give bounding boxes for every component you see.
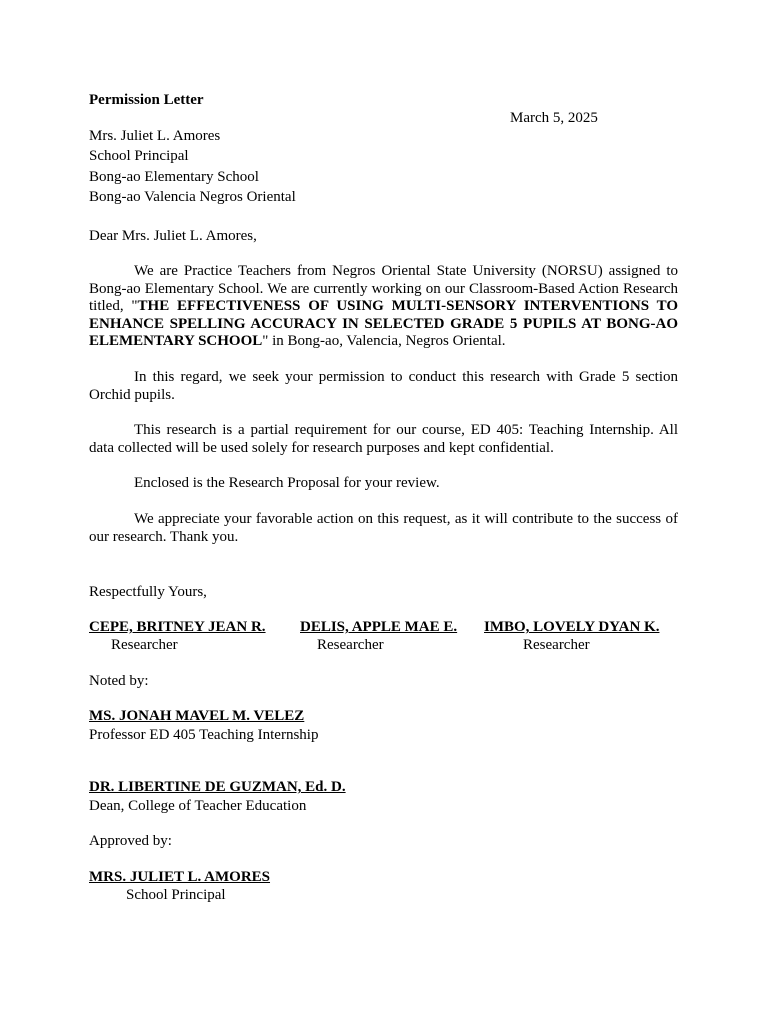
- approver-name: MRS. JULIET L. AMORES: [89, 869, 271, 885]
- approved-by-label: Approved by:: [89, 833, 172, 849]
- body-paragraph-2: In this regard, we seek your permission to conduct this research with Grade 5 section Orchid pupils.: [89, 369, 678, 403]
- researcher-role-1: Researcher: [111, 637, 178, 653]
- body-paragraph-1-intro: We are Practice Teachers from Negros Oriental State University (NORSU) assigned to Bong-ao Elementary School. We are currently working on our Classroom-Based Action Research titled, ": [89, 263, 678, 314]
- body-paragraph-1-outro: " in Bong-ao, Valencia, Negros Oriental.: [262, 333, 506, 349]
- researcher-name-2: DELIS, APPLE MAE E.: [300, 619, 458, 635]
- noted-by-label: Noted by:: [89, 673, 149, 689]
- noter-name-1: MS. JONAH MAVEL M. VELEZ: [89, 708, 305, 724]
- body-paragraph-1: [89, 263, 678, 351]
- letter-date: March 5, 2025: [510, 110, 598, 126]
- researcher-name-3: IMBO, LOVELY DYAN K.: [484, 619, 660, 635]
- researcher-name-1: CEPE, BRITNEY JEAN R.: [89, 619, 266, 635]
- research-title: THE EFFECTIVENESS OF USING MULTI-SENSORY INTERVENTIONS TO ENHANCE SPELLING ACCURACY IN SELECTED GRADE 5 PUPILS AT BONG-AO ELEMENTARY SCHOOL: [89, 298, 679, 349]
- approver-role: School Principal: [126, 887, 226, 903]
- noter-role-1: Professor ED 405 Teaching Internship: [89, 727, 319, 743]
- closing: Respectfully Yours,: [89, 584, 207, 600]
- letter-heading: Permission Letter: [89, 92, 204, 108]
- recipient-address: Bong-ao Valencia Negros Oriental: [89, 189, 296, 205]
- recipient-school: Bong-ao Elementary School: [89, 169, 259, 185]
- researcher-role-3: Researcher: [523, 637, 590, 653]
- body-paragraph-5: We appreciate your favorable action on this request, as it will contribute to the success of our research. Thank you.: [89, 511, 678, 545]
- body-paragraph-4: Enclosed is the Research Proposal for your review.: [134, 475, 440, 491]
- body-paragraph-3: This research is a partial requirement for our course, ED 405: Teaching Internship. All data collected will be used solely for research purposes and kept confidential.: [89, 422, 678, 456]
- recipient-name: Mrs. Juliet L. Amores: [89, 128, 221, 144]
- noter-name-2: DR. LIBERTINE DE GUZMAN, Ed. D.: [89, 779, 346, 795]
- recipient-position: School Principal: [89, 148, 189, 164]
- noter-role-2: Dean, College of Teacher Education: [89, 798, 307, 814]
- researcher-role-2: Researcher: [317, 637, 384, 653]
- salutation: Dear Mrs. Juliet L. Amores,: [89, 228, 257, 244]
